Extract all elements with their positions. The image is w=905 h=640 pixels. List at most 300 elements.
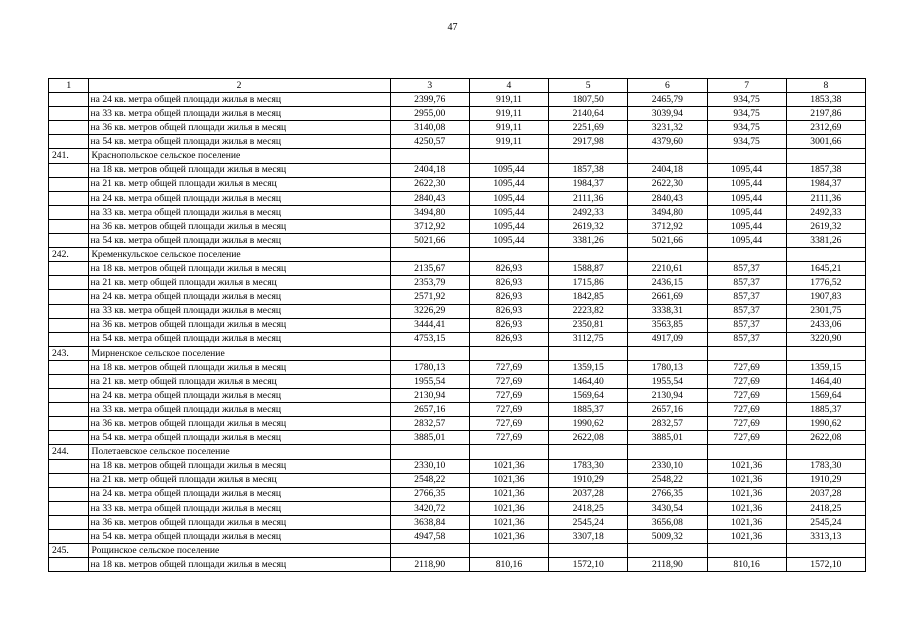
value-cell-col-4: 1095,44 [469,219,548,233]
area-description-cell: на 33 кв. метра общей площади жилья в месяц [88,304,390,318]
value-cell-col-4: 826,93 [469,290,548,304]
table-row [49,276,866,290]
area-description-cell: на 36 кв. метров общей площади жилья в месяц [88,121,390,135]
value-cell-col-4 [469,149,548,163]
value-cell-col-6: 3338,31 [628,304,707,318]
value-cell-col-6: 2436,15 [628,276,707,290]
value-cell-col-5: 1783,30 [549,459,628,473]
value-cell-col-6: 3712,92 [628,219,707,233]
table-row [49,501,866,515]
value-cell-col-3: 3444,41 [390,318,469,332]
value-cell-col-4: 727,69 [469,403,548,417]
value-cell-col-3: 3494,80 [390,205,469,219]
row-number-cell [49,403,89,417]
table-row [49,515,866,529]
value-cell-col-5: 1569,64 [549,389,628,403]
value-cell-col-8 [786,149,865,163]
row-number-cell [49,417,89,431]
value-cell-col-4 [469,346,548,360]
area-description-cell: на 33 кв. метра общей площади жилья в месяц [88,501,390,515]
value-cell-col-8: 1907,83 [786,290,865,304]
value-cell-col-8 [786,346,865,360]
header-cell: 1 [49,79,89,93]
value-cell-col-7: 727,69 [707,417,786,431]
row-number-cell [49,487,89,501]
value-cell-col-4: 1095,44 [469,163,548,177]
row-number-cell [49,374,89,388]
value-cell-col-7: 934,75 [707,135,786,149]
value-cell-col-5: 1807,50 [549,93,628,107]
value-cell-col-5: 1359,15 [549,360,628,374]
value-cell-col-8: 2111,36 [786,191,865,205]
table-row [49,93,866,107]
value-cell-col-8 [786,445,865,459]
row-number-cell: 245. [49,544,89,558]
header-cell: 4 [469,79,548,93]
value-cell-col-7: 727,69 [707,431,786,445]
value-cell-col-3: 2399,76 [390,93,469,107]
value-cell-col-4: 826,93 [469,318,548,332]
value-cell-col-5: 2350,81 [549,318,628,332]
value-cell-col-4: 1021,36 [469,487,548,501]
value-cell-col-7: 1095,44 [707,177,786,191]
value-cell-col-7: 727,69 [707,374,786,388]
value-cell-col-8: 3381,26 [786,234,865,248]
value-cell-col-3: 1955,54 [390,374,469,388]
table-row [49,459,866,473]
value-cell-col-7: 810,16 [707,558,786,572]
value-cell-col-7: 1095,44 [707,234,786,248]
value-cell-col-6 [628,248,707,262]
row-number-cell [49,177,89,191]
value-cell-col-3: 2353,79 [390,276,469,290]
row-number-cell [49,276,89,290]
table-row [49,417,866,431]
value-cell-col-5: 1588,87 [549,262,628,276]
value-cell-col-7: 1021,36 [707,501,786,515]
value-cell-col-7 [707,445,786,459]
table-row [49,163,866,177]
value-cell-col-8: 2312,69 [786,121,865,135]
table-row [49,121,866,135]
value-cell-col-6: 2766,35 [628,487,707,501]
row-number-cell [49,431,89,445]
value-cell-col-3: 4250,57 [390,135,469,149]
table-row [49,234,866,248]
settlement-row [49,149,866,163]
row-number-cell: 242. [49,248,89,262]
value-cell-col-4: 1021,36 [469,515,548,529]
row-number-cell [49,121,89,135]
value-cell-col-3: 2571,92 [390,290,469,304]
settlement-name-cell: Полетаевское сельское поселение [88,445,390,459]
header-cell: 8 [786,79,865,93]
value-cell-col-5: 2418,25 [549,501,628,515]
area-description-cell: на 21 кв. метр общей площади жилья в месяц [88,276,390,290]
value-cell-col-4: 1021,36 [469,501,548,515]
page-number: 47 [447,22,458,33]
table-row [49,107,866,121]
value-cell-col-5: 2917,98 [549,135,628,149]
value-cell-col-6: 3885,01 [628,431,707,445]
value-cell-col-8: 1776,52 [786,276,865,290]
value-cell-col-4: 1095,44 [469,205,548,219]
value-cell-col-8: 1885,37 [786,403,865,417]
table-row [49,487,866,501]
value-cell-col-4 [469,445,548,459]
table-row [49,332,866,346]
settlement-name-cell: Мирненское сельское поселение [88,346,390,360]
header-cell: 6 [628,79,707,93]
value-cell-col-5: 2251,69 [549,121,628,135]
value-cell-col-7 [707,248,786,262]
value-cell-col-4: 826,93 [469,332,548,346]
area-description-cell: на 24 кв. метра общей площади жилья в месяц [88,191,390,205]
value-cell-col-8: 2418,25 [786,501,865,515]
value-cell-col-6: 1780,13 [628,360,707,374]
value-cell-col-5: 2111,36 [549,191,628,205]
value-cell-col-4: 1021,36 [469,459,548,473]
value-cell-col-5: 2492,33 [549,205,628,219]
settlement-row [49,346,866,360]
value-cell-col-5: 1990,62 [549,417,628,431]
value-cell-col-4: 727,69 [469,360,548,374]
value-cell-col-6: 4379,60 [628,135,707,149]
settlement-row [49,248,866,262]
value-cell-col-7: 857,37 [707,318,786,332]
area-description-cell: на 24 кв. метра общей площади жилья в месяц [88,487,390,501]
value-cell-col-7: 1021,36 [707,515,786,529]
value-cell-col-5: 3381,26 [549,234,628,248]
value-cell-col-8: 1464,40 [786,374,865,388]
value-cell-col-7: 1095,44 [707,205,786,219]
value-cell-col-8: 2197,86 [786,107,865,121]
value-cell-col-8: 1572,10 [786,558,865,572]
value-cell-col-8: 1569,64 [786,389,865,403]
value-cell-col-5: 2037,28 [549,487,628,501]
value-cell-col-7: 1021,36 [707,530,786,544]
value-cell-col-6: 5021,66 [628,234,707,248]
value-cell-col-7: 934,75 [707,93,786,107]
value-cell-col-8: 1359,15 [786,360,865,374]
row-number-cell [49,473,89,487]
value-cell-col-5: 2622,08 [549,431,628,445]
value-cell-col-7: 1021,36 [707,487,786,501]
value-cell-col-3: 3712,92 [390,219,469,233]
row-number-cell [49,219,89,233]
row-number-cell [49,93,89,107]
value-cell-col-7: 857,37 [707,290,786,304]
value-cell-col-8 [786,544,865,558]
value-cell-col-6: 2330,10 [628,459,707,473]
area-description-cell: на 33 кв. метра общей площади жилья в месяц [88,205,390,219]
value-cell-col-8: 3313,13 [786,530,865,544]
value-cell-col-7: 1095,44 [707,163,786,177]
area-description-cell: на 54 кв. метра общей площади жилья в месяц [88,234,390,248]
area-description-cell: на 18 кв. метров общей площади жилья в месяц [88,459,390,473]
value-cell-col-5 [549,149,628,163]
value-cell-col-7: 857,37 [707,262,786,276]
value-cell-col-6 [628,149,707,163]
value-cell-col-3: 2130,94 [390,389,469,403]
value-cell-col-7: 934,75 [707,121,786,135]
value-cell-col-6: 2404,18 [628,163,707,177]
value-cell-col-4: 1095,44 [469,234,548,248]
value-cell-col-3: 2832,57 [390,417,469,431]
value-cell-col-7: 857,37 [707,304,786,318]
value-cell-col-3: 2548,22 [390,473,469,487]
table-header-row [49,79,866,93]
value-cell-col-8: 2492,33 [786,205,865,219]
value-cell-col-4: 826,93 [469,304,548,318]
value-cell-col-7: 1095,44 [707,191,786,205]
value-cell-col-4: 1021,36 [469,530,548,544]
value-cell-col-4: 826,93 [469,276,548,290]
value-cell-col-3: 3226,29 [390,304,469,318]
value-cell-col-4: 919,11 [469,135,548,149]
value-cell-col-7: 857,37 [707,276,786,290]
value-cell-col-6: 1955,54 [628,374,707,388]
area-description-cell: на 24 кв. метра общей площади жилья в месяц [88,290,390,304]
value-cell-col-8: 1853,38 [786,93,865,107]
value-cell-col-3: 3140,08 [390,121,469,135]
row-number-cell [49,318,89,332]
row-number-cell [49,135,89,149]
value-cell-col-4: 1021,36 [469,473,548,487]
value-cell-col-5: 1885,37 [549,403,628,417]
value-cell-col-3: 4753,15 [390,332,469,346]
value-cell-col-4: 826,93 [469,262,548,276]
value-cell-col-5: 1910,29 [549,473,628,487]
row-number-cell [49,459,89,473]
header-cell: 5 [549,79,628,93]
value-cell-col-3: 4947,58 [390,530,469,544]
value-cell-col-7: 727,69 [707,403,786,417]
value-cell-col-8: 1783,30 [786,459,865,473]
value-cell-col-6: 4917,09 [628,332,707,346]
value-cell-col-3: 3638,84 [390,515,469,529]
value-cell-col-6: 3039,94 [628,107,707,121]
value-cell-col-6: 2657,16 [628,403,707,417]
value-cell-col-6: 3656,08 [628,515,707,529]
value-cell-col-4 [469,544,548,558]
row-number-cell [49,262,89,276]
table-row [49,318,866,332]
value-cell-col-6: 2661,69 [628,290,707,304]
area-description-cell: на 36 кв. метров общей площади жилья в месяц [88,318,390,332]
value-cell-col-4: 919,11 [469,107,548,121]
row-number-cell [49,515,89,529]
value-cell-col-5: 1842,85 [549,290,628,304]
value-cell-col-5: 3112,75 [549,332,628,346]
table-row [49,530,866,544]
header-cell: 7 [707,79,786,93]
area-description-cell: на 21 кв. метр общей площади жилья в месяц [88,177,390,191]
value-cell-col-8: 1910,29 [786,473,865,487]
value-cell-col-8: 2545,24 [786,515,865,529]
value-cell-col-6: 2465,79 [628,93,707,107]
settlement-name-cell: Краснопольское сельское поселение [88,149,390,163]
table-row [49,374,866,388]
row-number-cell [49,558,89,572]
table-row [49,431,866,445]
table-row [49,473,866,487]
value-cell-col-4 [469,248,548,262]
value-cell-col-6: 2840,43 [628,191,707,205]
table-row [49,205,866,219]
value-cell-col-3 [390,445,469,459]
table-row [49,135,866,149]
table-row [49,290,866,304]
table-row [49,177,866,191]
area-description-cell: на 36 кв. метров общей площади жилья в месяц [88,515,390,529]
value-cell-col-7: 727,69 [707,389,786,403]
value-cell-col-7: 1095,44 [707,219,786,233]
value-cell-col-3: 2622,30 [390,177,469,191]
area-description-cell: на 24 кв. метра общей площади жилья в месяц [88,389,390,403]
settlement-row [49,445,866,459]
area-description-cell: на 36 кв. метров общей площади жилья в месяц [88,219,390,233]
value-cell-col-8: 3220,90 [786,332,865,346]
area-description-cell: на 54 кв. метра общей площади жилья в месяц [88,332,390,346]
value-cell-col-8: 2433,06 [786,318,865,332]
row-number-cell [49,530,89,544]
value-cell-col-5: 2140,64 [549,107,628,121]
area-description-cell: на 36 кв. метров общей площади жилья в месяц [88,417,390,431]
value-cell-col-5: 1857,38 [549,163,628,177]
value-cell-col-7 [707,346,786,360]
row-number-cell [49,191,89,205]
table-row [49,389,866,403]
value-cell-col-5 [549,248,628,262]
table-row [49,403,866,417]
table-row [49,304,866,318]
value-cell-col-6: 5009,32 [628,530,707,544]
value-cell-col-8: 2037,28 [786,487,865,501]
value-cell-col-7 [707,149,786,163]
value-cell-col-8: 1857,38 [786,163,865,177]
value-cell-col-3: 1780,13 [390,360,469,374]
value-cell-col-4: 1095,44 [469,177,548,191]
value-cell-col-7: 1021,36 [707,459,786,473]
value-cell-col-3: 2955,00 [390,107,469,121]
tariff-table [48,78,866,572]
table-row [49,191,866,205]
value-cell-col-7 [707,544,786,558]
value-cell-col-6: 2130,94 [628,389,707,403]
value-cell-col-3: 2657,16 [390,403,469,417]
value-cell-col-5: 1715,86 [549,276,628,290]
value-cell-col-7: 934,75 [707,107,786,121]
value-cell-col-3 [390,149,469,163]
value-cell-col-6: 2118,90 [628,558,707,572]
area-description-cell: на 54 кв. метра общей площади жилья в месяц [88,530,390,544]
table-row [49,219,866,233]
value-cell-col-4: 810,16 [469,558,548,572]
value-cell-col-4: 727,69 [469,431,548,445]
row-number-cell: 243. [49,346,89,360]
value-cell-col-3: 3885,01 [390,431,469,445]
value-cell-col-6 [628,346,707,360]
area-description-cell: на 18 кв. метров общей площади жилья в месяц [88,262,390,276]
value-cell-col-4: 919,11 [469,93,548,107]
value-cell-col-4: 1095,44 [469,191,548,205]
area-description-cell: на 24 кв. метра общей площади жилья в месяц [88,93,390,107]
value-cell-col-5: 1572,10 [549,558,628,572]
area-description-cell: на 54 кв. метра общей площади жилья в месяц [88,431,390,445]
value-cell-col-6: 2210,61 [628,262,707,276]
row-number-cell: 241. [49,149,89,163]
area-description-cell: на 18 кв. метров общей площади жилья в месяц [88,163,390,177]
value-cell-col-3 [390,248,469,262]
value-cell-col-7: 1021,36 [707,473,786,487]
value-cell-col-5: 2223,82 [549,304,628,318]
area-description-cell: на 33 кв. метра общей площади жилья в месяц [88,107,390,121]
area-description-cell: на 18 кв. метров общей площади жилья в месяц [88,360,390,374]
value-cell-col-4: 919,11 [469,121,548,135]
row-number-cell: 244. [49,445,89,459]
table-body [49,79,866,572]
value-cell-col-3: 2766,35 [390,487,469,501]
value-cell-col-4: 727,69 [469,417,548,431]
value-cell-col-6: 2622,30 [628,177,707,191]
row-number-cell [49,501,89,515]
value-cell-col-3: 2135,67 [390,262,469,276]
value-cell-col-3: 2330,10 [390,459,469,473]
value-cell-col-8 [786,248,865,262]
area-description-cell: на 33 кв. метра общей площади жилья в месяц [88,403,390,417]
value-cell-col-6: 3430,54 [628,501,707,515]
row-number-cell [49,304,89,318]
value-cell-col-6: 3563,85 [628,318,707,332]
value-cell-col-3: 2404,18 [390,163,469,177]
value-cell-col-8: 1984,37 [786,177,865,191]
area-description-cell: на 21 кв. метр общей площади жилья в месяц [88,374,390,388]
row-number-cell [49,205,89,219]
value-cell-col-6: 2548,22 [628,473,707,487]
value-cell-col-7: 857,37 [707,332,786,346]
value-cell-col-7: 727,69 [707,360,786,374]
value-cell-col-5: 2545,24 [549,515,628,529]
value-cell-col-6: 2832,57 [628,417,707,431]
row-number-cell [49,290,89,304]
value-cell-col-3: 5021,66 [390,234,469,248]
area-description-cell: на 21 кв. метр общей площади жилья в месяц [88,473,390,487]
header-cell: 3 [390,79,469,93]
value-cell-col-3: 2840,43 [390,191,469,205]
settlement-row [49,544,866,558]
value-cell-col-5: 2619,32 [549,219,628,233]
table-row [49,558,866,572]
header-cell: 2 [88,79,390,93]
value-cell-col-8: 3001,66 [786,135,865,149]
value-cell-col-5 [549,346,628,360]
row-number-cell [49,360,89,374]
row-number-cell [49,332,89,346]
area-description-cell: на 54 кв. метра общей площади жилья в месяц [88,135,390,149]
value-cell-col-8: 1645,21 [786,262,865,276]
row-number-cell [49,389,89,403]
value-cell-col-6 [628,445,707,459]
value-cell-col-4: 727,69 [469,374,548,388]
value-cell-col-3 [390,544,469,558]
value-cell-col-6: 3494,80 [628,205,707,219]
settlement-name-cell: Рощинское сельское поселение [88,544,390,558]
value-cell-col-5: 1464,40 [549,374,628,388]
value-cell-col-3 [390,346,469,360]
value-cell-col-3: 2118,90 [390,558,469,572]
value-cell-col-8: 2301,75 [786,304,865,318]
